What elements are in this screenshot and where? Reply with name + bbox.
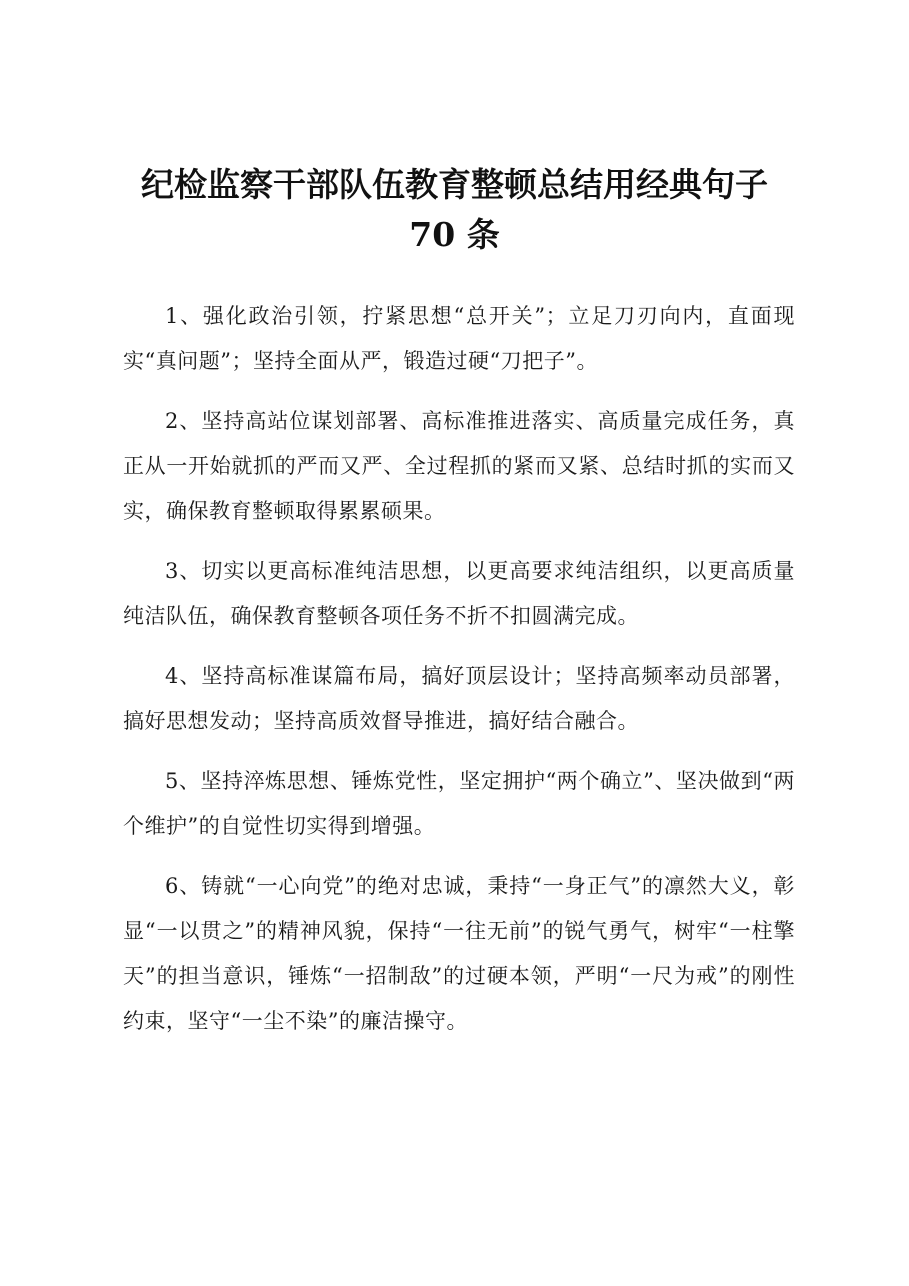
document-title	[0, 160, 909, 260]
title-line-1: 纪检监察干部队伍教育整顿总结用经典句子	[141, 165, 768, 204]
paragraph-6: 6、铸就“一心向党”的绝对忠诚，秉持“一身正气”的凛然大义，彰显“一以贯之”的精神风貌，保持“一往无前”的锐气勇气，树牢“一柱擎天”的担当意识，锤炼“一招制敌”的过硬本领，严明“一尺为戒”的刚性约束，坚守“一尘不染”的廉洁操守。	[123, 874, 795, 1033]
paragraph-5: 5、坚持淬炼思想、锤炼党性，坚定拥护“两个确立”、坚决做到“两个维护”的自觉性切实得到增强。	[123, 769, 795, 838]
paragraph-4: 4、坚持高标准谋篇布局，搞好顶层设计；坚持高频率动员部署，搞好思想发动；坚持高质效督导推进，搞好结合融合。	[123, 664, 795, 733]
title-line-2: 70 条	[409, 215, 500, 254]
document-body	[123, 294, 795, 1059]
paragraph-2: 2、坚持高站位谋划部署、高标准推进落实、高质量完成任务，真正从一开始就抓的严而又严、全过程抓的紧而又紧、总结时抓的实而又实，确保教育整顿取得累累硕果。	[123, 409, 795, 523]
paragraph-3: 3、切实以更高标准纯洁思想，以更高要求纯洁组织，以更高质量纯洁队伍，确保教育整顿各项任务不折不扣圆满完成。	[123, 559, 795, 628]
paragraph-1: 1、强化政治引领，拧紧思想“总开关”；立足刀刃向内，直面现实“真问题”；坚持全面从严，锻造过硬“刀把子”。	[123, 304, 795, 373]
